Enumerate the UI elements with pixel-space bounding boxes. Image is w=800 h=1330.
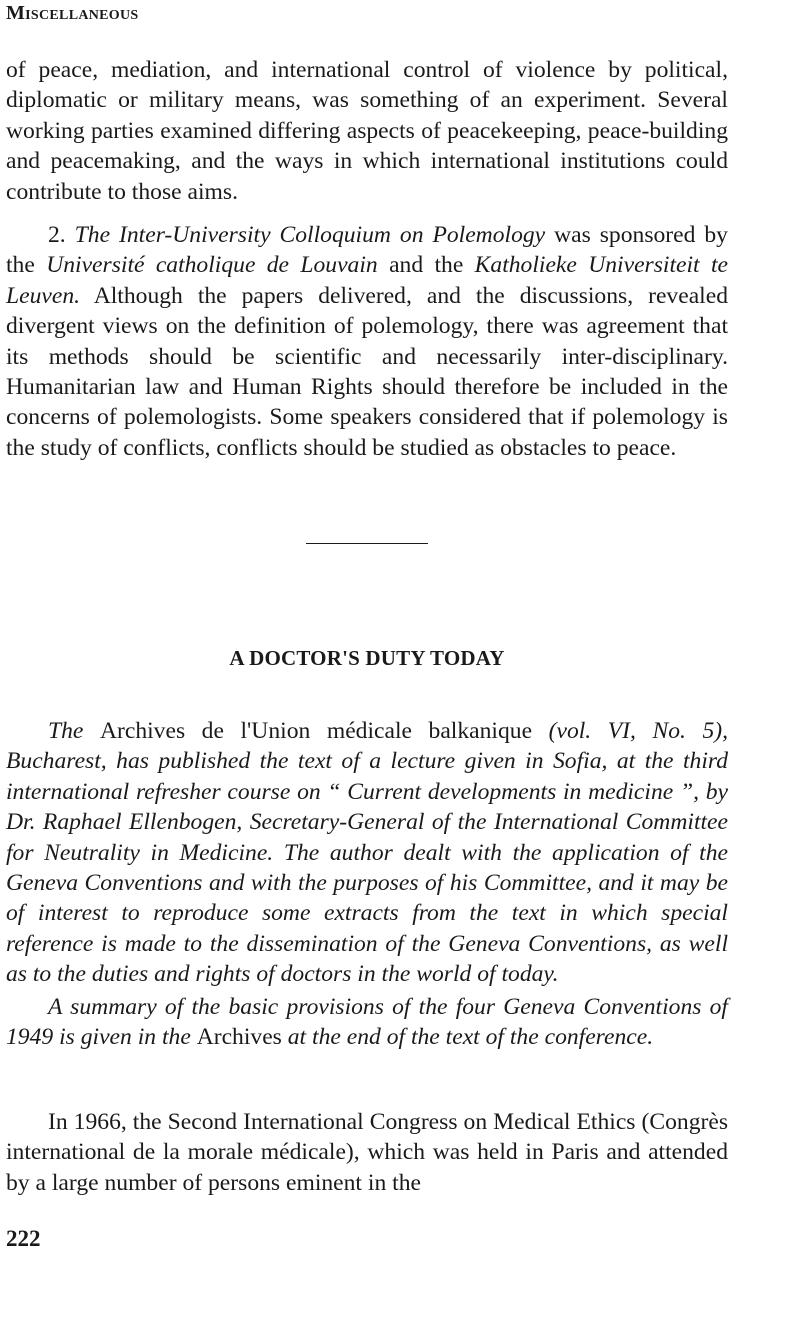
summary-text: A summary of the basic provisions of the four Geneva Conventions of 1949 is given in the xyxy=(6,993,728,1051)
intro-note xyxy=(6,716,728,1052)
intro-body: (vol. VI, No. 5), Bucharest, has published the text of a lecture given in Sofia, at the third international refresher course on “ Current developments in medicine ”, by Dr. Raphael Ellenbogen, Secretary-General of the International Committee for Neutrality in Medicine. The author dealt with the application of the Geneva Conventions and with the purposes of his Committee, and it may be of interest to reproduce some extracts from the text in which special reference is made to the dissemination of the Geneva Conventions, as well as to the duties and rights of doctors in the world of today. xyxy=(6,718,729,988)
section-title: A DOCTOR'S DUTY TODAY xyxy=(229,646,505,670)
paragraph-2 xyxy=(6,220,728,463)
intro-lead: The xyxy=(48,718,100,744)
running-head: Miscellaneous xyxy=(6,2,139,24)
paragraph-2-fragment: and the xyxy=(377,252,475,279)
body-paragraph xyxy=(6,1107,728,1198)
summary-paragraph xyxy=(6,992,728,1053)
body-paragraph-text: In 1966, the Second International Congress on Medical Ethics (Congrès international de la morale médicale), which was held in Paris and attended by a large number of persons eminent in the xyxy=(6,1109,728,1196)
summary-journal: Archives xyxy=(196,1024,282,1051)
paragraph-2-text xyxy=(6,220,728,463)
journal-title: Archives de l'Union médicale balkanique xyxy=(99,718,533,744)
paragraph-1 xyxy=(6,55,728,207)
page-number: 222 xyxy=(6,1226,41,1251)
university-name-1: Université catholique de Louvain xyxy=(46,252,378,279)
paragraph-2-rest: Although the papers delivered, and the discussions, revealed divergent views on the definition of polemology, there was agreement that its methods should be scientific and necessarily inter-disciplinary. Humanitarian law and Human Rights should therefore be included in the concerns of polemologists. Some speakers considered that if polemology is the study of conflicts, conflicts should be studied as obstacles to peace. xyxy=(6,282,728,461)
item-number: 2. xyxy=(48,222,66,248)
paragraph-2-fragment: was sponsored by the xyxy=(6,222,728,279)
paragraph-1-text: of peace, mediation, and international control of violence by political, diplomatic or military means, was something of an experiment. Several working parties examined differing aspects of peacekeeping, peace-building and peacemaking, and the ways in which international institutions could contribute to those aims. xyxy=(6,57,728,205)
university-name-2: Katholieke Universiteit te Leuven. xyxy=(6,252,728,309)
colloquium-title: The Inter-University Colloquium on Polemology xyxy=(74,222,546,248)
summary-text-end: at the end of the text of the conference. xyxy=(281,1024,654,1051)
intro-paragraph xyxy=(6,716,728,990)
section-divider xyxy=(306,543,428,544)
